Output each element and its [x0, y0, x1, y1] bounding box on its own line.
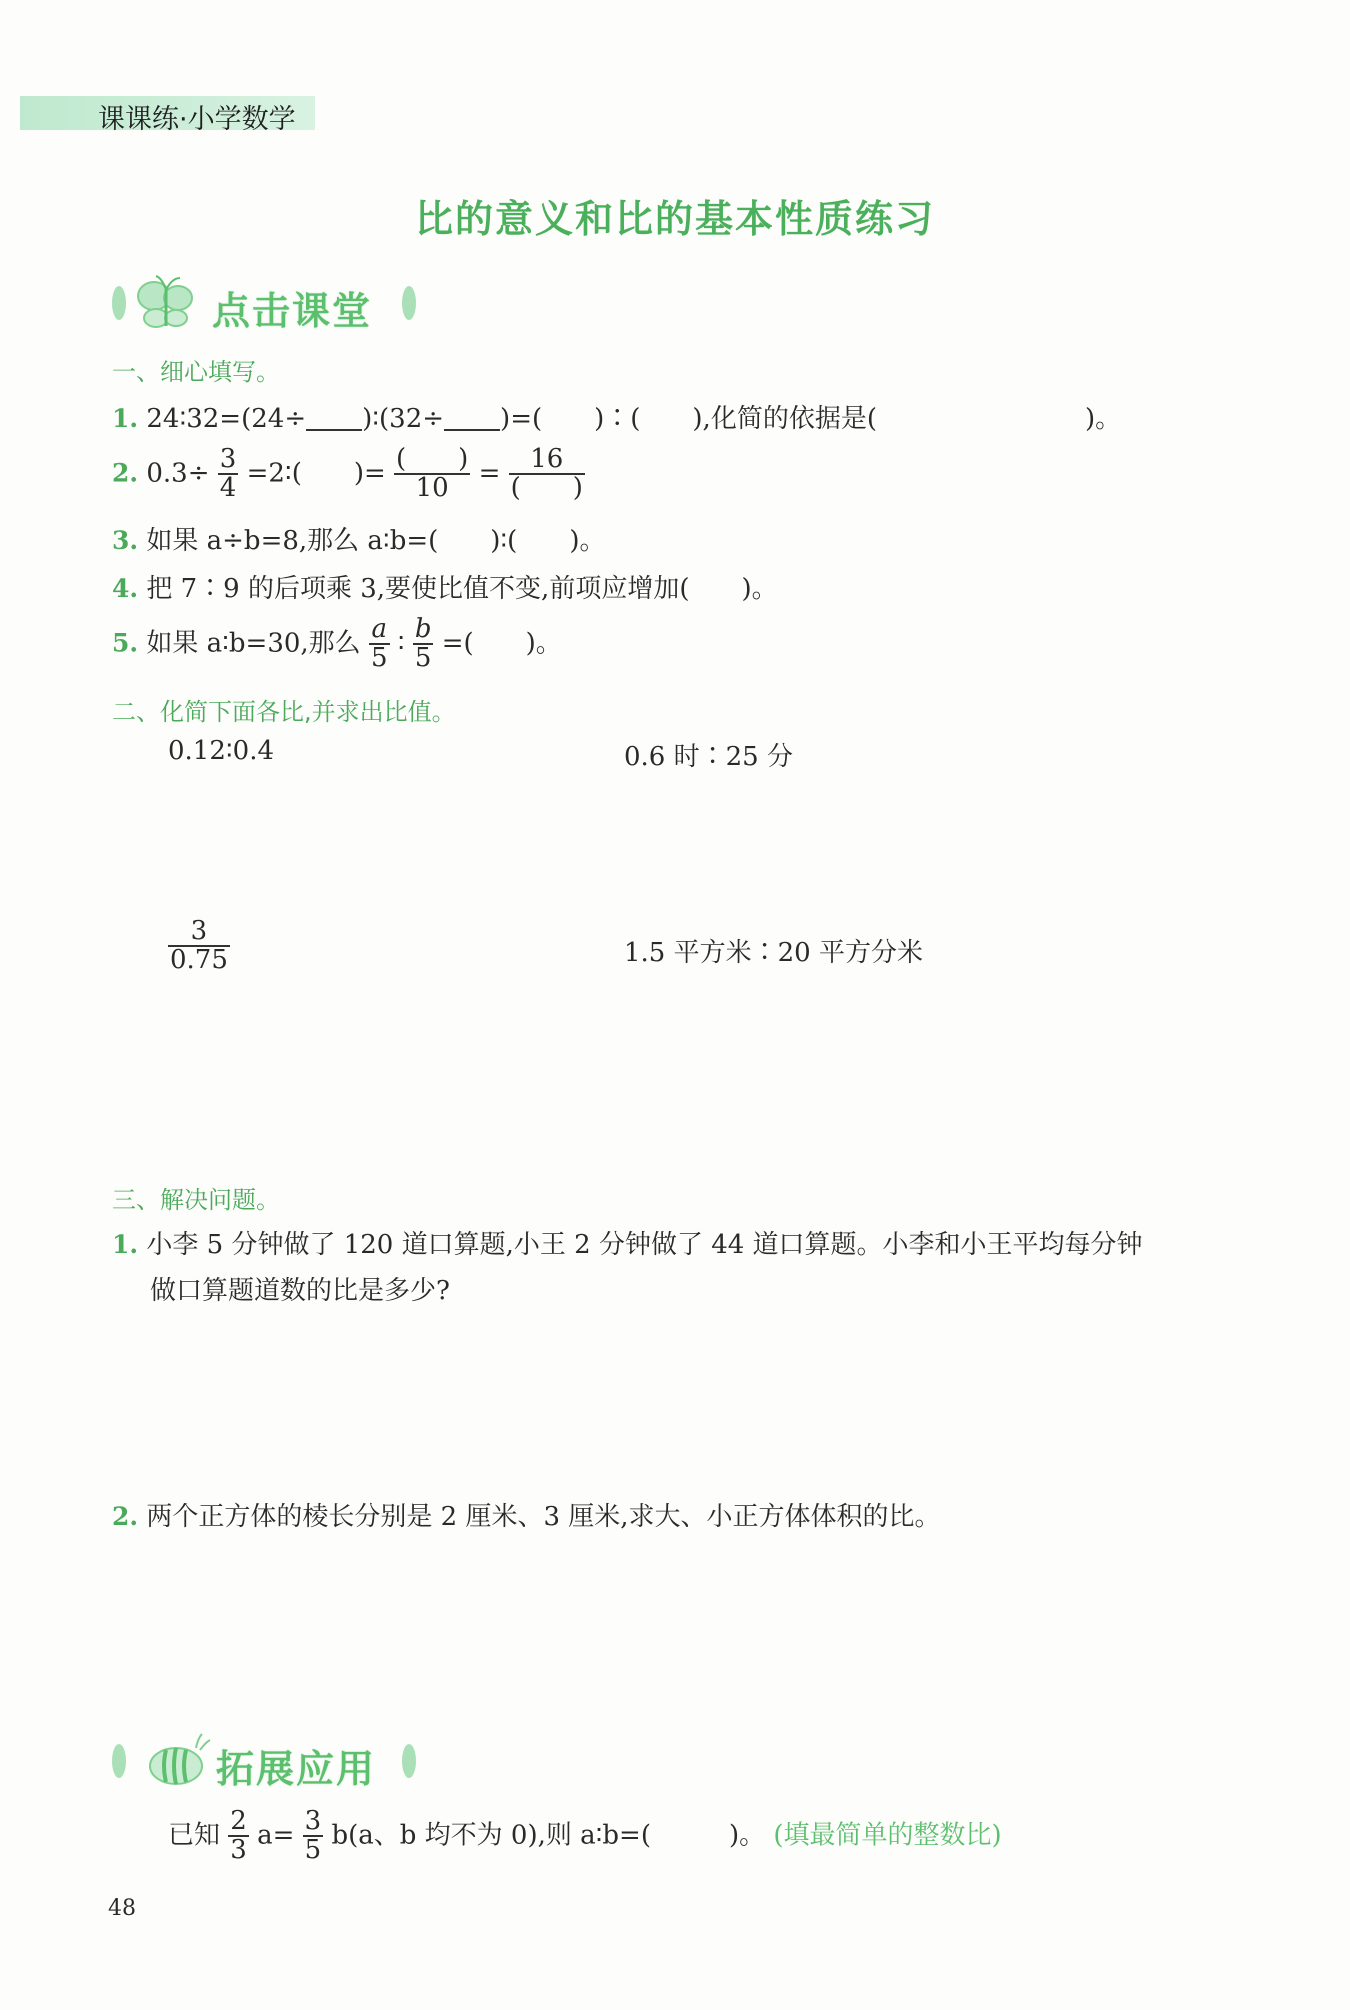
fraction: $\frac{3}{4}$ — [219, 444, 237, 504]
q-text-b: )∶(32÷ — [362, 404, 445, 434]
fraction: $\frac{3}{0.75}$ — [170, 916, 228, 976]
question-1-4 — [112, 568, 778, 605]
section2-heading: 二、化简下面各比,并求出比值。 — [112, 698, 456, 726]
banner-extension-text: 拓展应用 — [216, 1747, 377, 1791]
ext-text-c: b(a、b 均不为 0),则 a∶b=( )。 — [331, 1820, 766, 1851]
question-1-5 — [112, 616, 562, 673]
q-text-a: 0.3÷ — [146, 458, 210, 489]
q-text-b: =2∶( )= — [246, 458, 386, 489]
q-text-c: =( )。 — [441, 628, 562, 659]
answer-blank[interactable] — [444, 407, 500, 431]
page-title: 比的意义和比的基本性质练习 — [414, 197, 935, 241]
q-number: 3. — [112, 526, 139, 555]
ext-hint: (填最简单的整数比) — [773, 1820, 1002, 1851]
question-1-3 — [112, 520, 605, 557]
problem-line-2: 做口算题道数的比是多少? — [150, 1276, 450, 1306]
bee-icon — [136, 1732, 216, 1792]
q-number: 1. — [112, 404, 139, 433]
banner-left-cap — [112, 1744, 126, 1778]
fraction: $\frac{3}{5}$ — [304, 1806, 322, 1866]
banner-right-cap — [402, 1744, 416, 1778]
problem-text: 两个正方体的棱长分别是 2 厘米、3 厘米,求大、小正方体体积的比。 — [146, 1502, 941, 1532]
section1-heading: 一、细心填写。 — [112, 358, 280, 386]
q-number: 4. — [112, 574, 139, 603]
fraction: $\frac{( )}{10}$ — [396, 444, 469, 504]
question-1-1 — [112, 398, 1121, 435]
q-text-c: )=( )∶( ),化简的依据是( )。 — [500, 404, 1122, 434]
fraction: $\frac{a}{5}$ — [370, 614, 388, 674]
q-number: 2. — [112, 458, 139, 488]
page-number: 48 — [108, 1896, 136, 1921]
banner-extension — [112, 1738, 422, 1791]
q-number: 2. — [112, 1502, 139, 1531]
q-number: 5. — [112, 628, 139, 658]
ext-text-a: 已知 — [168, 1820, 221, 1851]
ext-text-b: a= — [257, 1820, 295, 1851]
fraction: $\frac{2}{3}$ — [230, 1806, 247, 1866]
ratio-item-3 — [168, 918, 230, 975]
q-text: 如果 a÷b=8,那么 a∶b=( )∶( )。 — [146, 526, 606, 556]
fraction: $\frac{b}{5}$ — [414, 614, 432, 674]
question-1-2 — [112, 446, 585, 503]
answer-blank[interactable] — [306, 407, 362, 431]
fraction: $\frac{16}{( )}$ — [510, 444, 583, 504]
banner-left-cap — [112, 286, 126, 320]
section3-heading: 三、解决问题。 — [112, 1186, 280, 1214]
ratio-item-1: 0.12∶0.4 — [168, 736, 275, 766]
q-text-c: = — [478, 458, 501, 489]
butterfly-icon — [132, 274, 204, 334]
q-text: 把 7∶9 的后项乘 3,要使比值不变,前项应增加( )。 — [146, 574, 778, 604]
extension-question — [168, 1808, 1002, 1865]
problem-3-2 — [112, 1496, 941, 1533]
q-text-b: ∶ — [397, 628, 405, 659]
q-text-a: 24∶32=(24÷ — [146, 404, 307, 434]
banner-right-cap — [402, 286, 416, 320]
banner-classroom — [112, 280, 422, 333]
problem-3-1 — [112, 1224, 1143, 1261]
ratio-item-2: 0.6 时∶25 分 — [624, 742, 793, 772]
q-number: 1. — [112, 1230, 139, 1259]
q-text-a: 如果 a∶b=30,那么 — [146, 628, 361, 659]
banner-classroom-text: 点击课堂 — [212, 289, 373, 333]
series-title: 课课练·小学数学 — [98, 104, 296, 135]
problem-line-1: 小李 5 分钟做了 120 道口算题,小王 2 分钟做了 44 道口算题。小李和小王平均每分钟 — [146, 1230, 1143, 1260]
ratio-item-4: 1.5 平方米∶20 平方分米 — [624, 938, 923, 968]
